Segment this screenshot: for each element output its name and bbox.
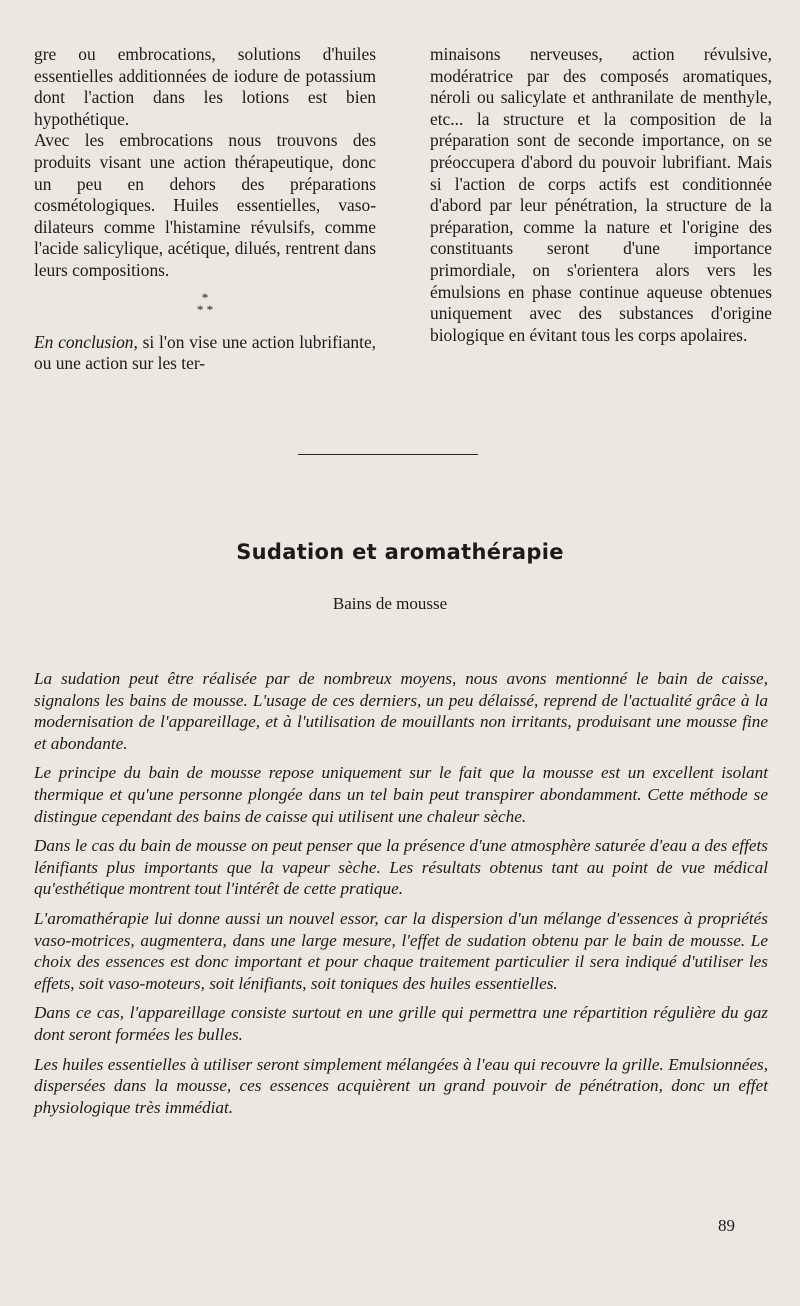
body-paragraph-2: Le principe du bain de mousse repose uniquement sur le fait que la mousse est un excellent isolant thermique et qu'une personne plongée dans un tel bain peut transpirer abondamment. Cette méthode se distingue cependant des bains de caisse qui utilisent une chaleur sèche. [34,763,768,826]
conclusion-text: si l'on vise une action lubrifiante, ou une action sur les ter- [34,331,377,374]
body-paragraph-1: La sudation peut être réalisée par de nombreux moyens, nous avons mentionné le bain de caisse, signalons les bains de mousse. L'usage de ces derniers, un peu délaissé, reprend de l'actualité grâce à la modernisation de l'appareillage, et à l'utilisation de mouillants non irritants, produisant une mousse fine et abondante. [34,669,768,753]
conclusion-lead: En conclusion, [34,331,138,352]
body-paragraph-5: Dans ce cas, l'appareillage consiste surtout en une grille qui permettra une répartition régulière du gaz dont seront formées les bulles. [34,1003,768,1044]
body-paragraph-6: Les huiles essentielles à utiliser seront simplement mélangées à l'eau qui recouvre la grille. Emulsionnées, dispersées dans la mousse, ces essences acquièrent un grand pouvoir de pénétration, donc un effet physiologique très immédiat. [34,1054,768,1117]
asterism-bottom: * * [196,301,214,317]
asterism-top: * [201,289,209,305]
two-column-text [34,44,772,375]
right-column [430,44,772,375]
section-divider [298,454,478,455]
section-subtitle: Bains de mousse [332,594,448,613]
body-paragraph-3: Dans le cas du bain de mousse on peut penser que la présence d'une atmosphère saturée d'eau a des effets lénifiants plus importants que la vapeur sèche. Les résultats obtenus tant au point de vue médical qu'esthétique montrent tout l'intérêt de cette pratique. [34,836,768,899]
left-paragraph-1: gre ou embrocations, solutions d'huiles essentielles additionnées de iodure de potassium dont l'action dans les lotions est bien hypothétique. [34,44,376,129]
section-body [34,668,768,1126]
section-asterism [34,289,376,317]
body-paragraph-4: L'aromathérapie lui donne aussi un nouvel essor, car la dispersion d'un mélange d'essences à propriétés vaso-motrices, augmentera, dans une large mesure, l'effet de sudation obtenu par le bain de mousse. Le choix des essences est donc important et pour chaque traitement particulier il sera indiqué d'utiliser les effets, soit vaso-moteurs, soit lénifiants, soit toniques des huiles essentielles. [34,908,768,993]
section-title: Sudation et aromathérapie [236,540,564,564]
left-paragraph-3 [34,332,376,375]
left-column [34,44,376,375]
page-number: 89 [718,1216,735,1235]
left-paragraph-2: Avec les embrocations nous trouvons des produits visant une action thérapeutique, donc un peu en dehors des préparations cosmétologiques. Huiles essentielles, vaso-dilateurs comme l'histamine révulsifs, comme l'acide salicylique, acétique, dilués, rentrent dans leurs compositions. [34,130,376,280]
right-paragraph-1: minaisons nerveuses, action révulsive, modératrice par des composés aromatiques, néroli ou salicylate et anthranilate de menthyle, etc... la structure et la composition de la préparation sont de seconde importance, on se préoccupera d'abord du pouvoir lubrifiant. Mais si l'action de corps actifs est conditionnée d'abord par leur pénétration, la structure de la préparation, comme la nature et l'origine des constituants seront d'une importance primordiale, on s'orientera alors vers les émulsions en phase continue aqueuse obtenues uniquement avec des substances d'origine biologique en évitant tous les corps apolaires. [430,44,772,345]
